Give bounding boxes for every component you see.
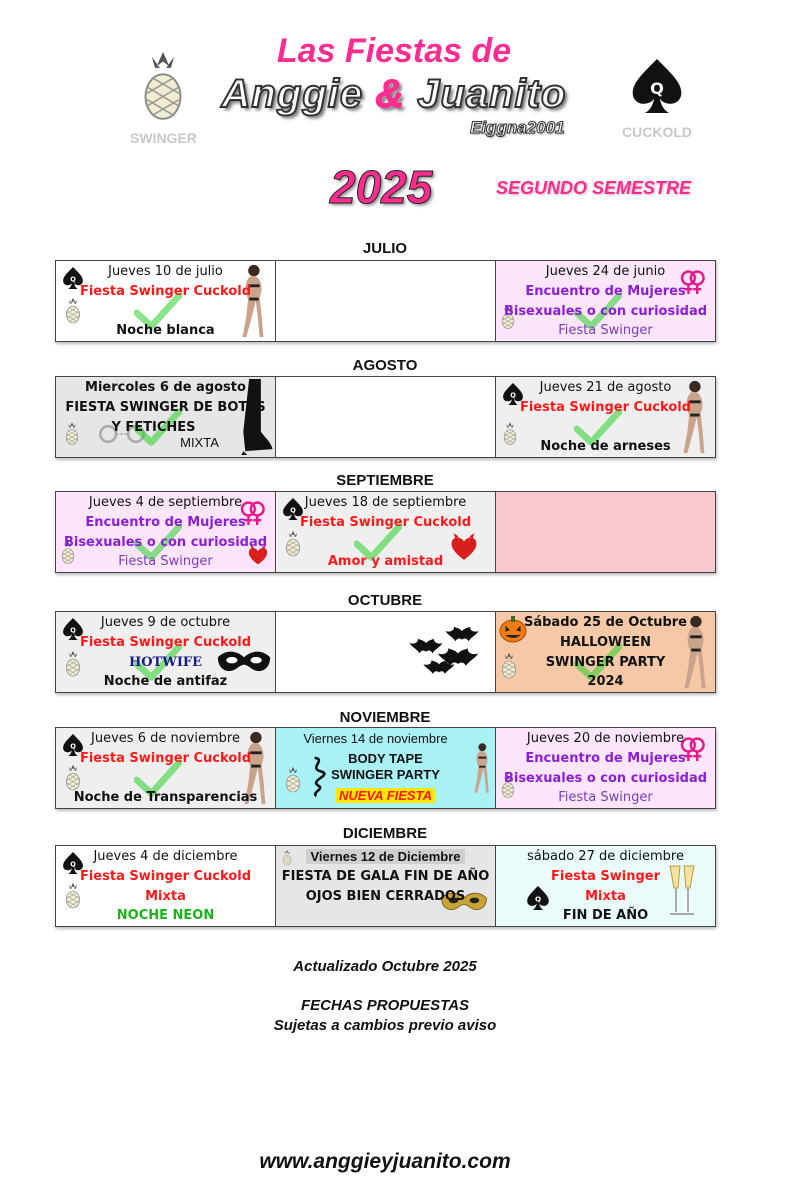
event-subtitle: OJOS BIEN CERRADOS <box>305 889 466 904</box>
event-date: Viernes 12 de Diciembre <box>306 849 464 864</box>
event-cell[interactable] <box>56 612 276 692</box>
event-date: Sábado 25 de Octubre <box>523 615 687 630</box>
event-name: Encuentro de Mujeres <box>525 751 686 766</box>
new-party-wrap <box>276 788 495 803</box>
event-name: BODY TAPE <box>348 751 423 766</box>
month-title-diciembre: DICIEMBRE <box>342 825 428 842</box>
event-subtitle: Bisexuales o con curiosidad <box>63 535 268 550</box>
month-title-agosto: AGOSTO <box>352 357 418 374</box>
title-name-a: Anggie <box>221 72 364 116</box>
pineapple-icon <box>64 764 82 792</box>
event-date: Jueves 21 de agosto <box>539 380 672 395</box>
event-name: Fiesta Swinger Cuckold <box>79 869 252 884</box>
event-name: FIESTA SWINGER DE BOTAS <box>65 400 266 415</box>
cuckold-label: CUCKOLD <box>622 124 692 140</box>
event-subtitle: Bisexuales o con curiosidad <box>503 771 708 786</box>
event-name: Fiesta Swinger Cuckold <box>79 284 252 299</box>
page-title-main <box>0 72 788 117</box>
year-label: 2025 <box>330 161 433 213</box>
event-theme: Noche de arneses <box>540 439 671 454</box>
event-year: 2024 <box>587 674 624 689</box>
event-cell[interactable] <box>276 492 496 572</box>
event-theme: NOCHE NEON <box>116 908 215 923</box>
event-date: Jueves 24 de junio <box>545 264 666 279</box>
proposed-label: FECHAS PROPUESTAS <box>300 997 470 1014</box>
event-subtitle: HOTWIFE <box>128 655 203 670</box>
swinger-label: SWINGER <box>130 130 197 146</box>
month-title-julio: JULIO <box>362 240 408 257</box>
empty-cell <box>496 492 715 572</box>
event-name: Fiesta Swinger Cuckold <box>519 400 692 415</box>
proposed-dates-note <box>0 996 770 1036</box>
event-type: Fiesta Swinger <box>558 790 653 805</box>
website-link[interactable]: www.anggieyjuanito.com <box>259 1150 511 1173</box>
event-name: Fiesta Swinger Cuckold <box>299 515 472 530</box>
empty-cell <box>276 261 496 341</box>
event-cell[interactable] <box>56 728 276 808</box>
event-theme: Amor y amistad <box>327 554 444 569</box>
month-row-julio <box>55 260 716 342</box>
event-subtitle: Mixta <box>145 889 186 904</box>
semester-label: SEGUNDO SEMESTRE <box>496 178 692 198</box>
event-date: Jueves 4 de diciembre <box>93 849 238 864</box>
event-date: Jueves 18 de septiembre <box>304 495 467 510</box>
title-name-b: Juanito <box>417 72 567 116</box>
event-name: Encuentro de Mujeres <box>525 284 686 299</box>
handle-label: Eiggna2001 <box>470 118 565 137</box>
event-cell[interactable] <box>56 846 276 926</box>
month-title-septiembre: SEPTIEMBRE <box>336 472 434 489</box>
event-cell[interactable] <box>56 377 276 457</box>
event-date-wrap <box>276 849 495 864</box>
event-cell[interactable] <box>56 492 276 572</box>
event-name: Fiesta Swinger <box>550 869 661 884</box>
month-row-agosto <box>55 376 716 458</box>
event-subtitle: Y FETICHES <box>111 420 196 435</box>
event-subtitle: SWINGER PARTY <box>331 767 440 782</box>
event-type: Fiesta Swinger <box>118 554 213 569</box>
event-name: Encuentro de Mujeres <box>85 515 246 530</box>
empty-cell <box>276 377 496 457</box>
month-title-octubre: OCTUBRE <box>347 592 423 609</box>
updated-label: Actualizado Octubre 2025 <box>293 958 477 975</box>
event-name: HALLOWEEN <box>559 635 652 650</box>
event-cell[interactable] <box>496 728 715 808</box>
event-date: Jueves 20 de noviembre <box>526 731 685 746</box>
event-theme: Noche de antifaz <box>103 674 228 689</box>
event-subtitle: Mixta <box>585 889 626 904</box>
event-subtitle: SWINGER PARTY <box>545 655 666 670</box>
title-ampersand: & <box>375 72 406 116</box>
event-type: MIXTA <box>180 435 219 450</box>
subject-to-change-label: Sujetas a cambios previo aviso <box>273 1017 497 1034</box>
bat-icon <box>444 624 480 644</box>
event-name: Fiesta Swinger Cuckold <box>79 751 252 766</box>
page-title-top: Las Fiestas de <box>276 32 512 70</box>
event-date: Miercoles 6 de agosto <box>85 380 246 395</box>
bat-icon <box>422 658 456 676</box>
month-row-septiembre <box>55 491 716 573</box>
event-date: sábado 27 de diciembre <box>527 849 684 864</box>
event-cell[interactable] <box>56 261 276 341</box>
event-date: Jueves 6 de noviembre <box>91 731 240 746</box>
event-theme: FIN DE AÑO <box>562 908 649 923</box>
event-name: FIESTA DE GALA FIN DE AÑO <box>281 869 490 884</box>
event-name: Fiesta Swinger Cuckold <box>79 635 252 650</box>
event-cell[interactable] <box>496 377 715 457</box>
event-cell[interactable] <box>276 728 496 808</box>
event-cell[interactable] <box>496 612 715 692</box>
event-theme: Noche de Transparencias <box>73 790 258 805</box>
event-date: Jueves 4 de septiembre <box>88 495 243 510</box>
event-cell[interactable] <box>496 846 715 926</box>
new-party-badge: NUEVA FIESTA <box>336 788 435 803</box>
pineapple-icon <box>64 297 82 325</box>
month-row-octubre <box>55 611 716 693</box>
month-row-diciembre <box>55 845 716 927</box>
event-subtitle: Bisexuales o con curiosidad <box>503 304 708 319</box>
month-row-noviembre <box>55 727 716 809</box>
event-theme: Noche blanca <box>116 323 215 338</box>
event-date: Jueves 10 de julio <box>108 264 223 279</box>
empty-cell <box>276 612 496 692</box>
event-date: Jueves 9 de octubre <box>100 615 231 630</box>
month-title-noviembre: NOVIEMBRE <box>339 709 431 726</box>
event-type: Fiesta Swinger <box>558 323 653 338</box>
event-cell[interactable] <box>276 846 496 926</box>
event-date: Viernes 14 de noviembre <box>303 731 448 746</box>
event-cell[interactable] <box>496 261 715 341</box>
